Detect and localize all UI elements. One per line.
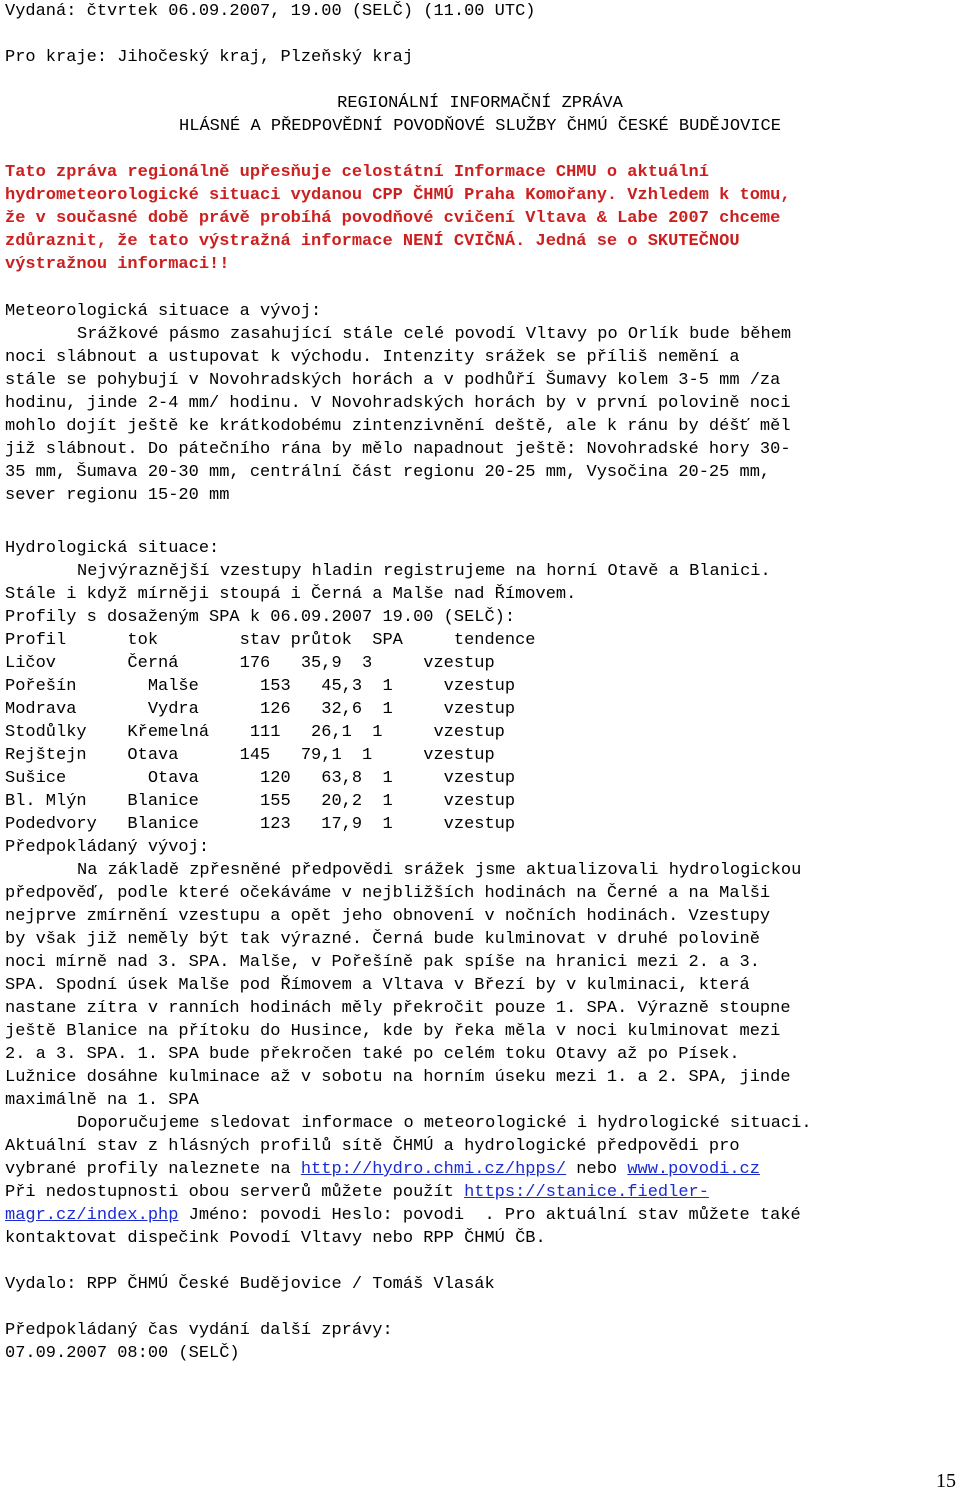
meteo-line: již slábnout. Do pátečního rána by mělo napadnout ještě: Novohradské hory 30-: [5, 440, 791, 459]
stanice-link[interactable]: https://stanice.fiedler-: [464, 1183, 709, 1202]
meteo-heading: Meteorologická situace a vývoj:: [5, 302, 322, 321]
meteo-line: 35 mm, Šumava 20-30 mm, centrální část regionu 20-25 mm, Vysočina 20-25 mm,: [5, 463, 771, 482]
warning-line: že v současné době právě probíhá povodňové cvičení Vltava & Labe 2007 chceme: [5, 209, 781, 228]
report-title: REGIONÁLNÍ INFORMAČNÍ ZPRÁVA: [337, 94, 623, 113]
table-row: Stodůlky Křemelná 111 26,1 1 vzestup: [5, 723, 505, 742]
forecast-line: 2. a 3. SPA. 1. SPA bude překročen také po celém toku Otavy až po Písek.: [5, 1045, 740, 1064]
forecast-line: Na základě zpřesněné předpovědi srážek jsme aktualizovali hydrologickou: [77, 861, 802, 880]
next-report-time: 07.09.2007 08:00 (SELČ): [5, 1344, 240, 1363]
hydro-line: Stále i když mírněji stoupá i Černá a Malše nad Římovem.: [5, 585, 577, 604]
warning-line: hydrometeorologické situaci vydanou CPP ČHMÚ Praha Komořany. Vzhledem k tomu,: [5, 186, 791, 205]
fallback-intro: Při nedostupnosti obou serverů můžete použít: [5, 1183, 465, 1202]
stanice-link-continued[interactable]: magr.cz/index.php: [5, 1206, 179, 1225]
recommend-links-line: [5, 1158, 760, 1181]
warning-line: výstražnou informaci!!: [5, 255, 230, 274]
forecast-line: SPA. Spodní úsek Malše pod Římovem a Vltava v Březí by v kulminaci, která: [5, 976, 750, 995]
forecast-line: předpověď, podle které očekáváme v nejbližších hodinách na Černé a na Malši: [5, 884, 771, 903]
fallback-line: [5, 1181, 709, 1204]
forecast-heading: Předpokládaný vývoj:: [5, 838, 210, 857]
credentials-text: Jméno: povodi Heslo: povodi . Pro aktuální stav můžete také: [178, 1206, 801, 1225]
recommend-line: kontaktovat dispečink Povodí Vltavy nebo RPP ČHMÚ ČB.: [5, 1229, 546, 1248]
forecast-line: noci mírně nad 3. SPA. Malše, v Pořešíně pak spíše na hranici mezi 2. a 3.: [5, 953, 760, 972]
table-row: Modrava Vydra 126 32,6 1 vzestup: [5, 700, 516, 719]
meteo-line: noci slábnout a ustupovat k východu. Intenzity srážek se příliš nemění a: [5, 348, 740, 367]
table-row: Pořešín Malše 153 45,3 1 vzestup: [5, 677, 516, 696]
hydro-heading: Hydrologická situace:: [5, 539, 220, 558]
regions-line: Pro kraje: Jihočeský kraj, Plzeňský kraj: [5, 48, 414, 67]
forecast-line: ještě Blanice na přítoku do Husince, kde by řeka měla v noci kulminovat mezi: [5, 1022, 781, 1041]
hydro-line: Nejvýraznější vzestupy hladin registrujeme na horní Otavě a Blanici.: [77, 562, 771, 581]
table-row: Sušice Otava 120 63,8 1 vzestup: [5, 769, 516, 788]
report-subtitle: HLÁSNÉ A PŘEDPOVĚDNÍ POVODŇOVÉ SLUŽBY ČHMÚ ČESKÉ BUDĚJOVICE: [179, 117, 781, 136]
links-intro: vybrané profily naleznete na: [5, 1160, 301, 1179]
warning-line: Tato zpráva regionálně upřesňuje celostátní Informace CHMU o aktuální: [5, 163, 709, 182]
table-row: Podedvory Blanice 123 17,9 1 vzestup: [5, 815, 516, 834]
hydro-line: Profily s dosaženým SPA k 06.09.2007 19.00 (SELČ):: [5, 608, 516, 627]
credentials-line: [5, 1204, 801, 1227]
forecast-line: nastane zítra v ranních hodinách měly překročit pouze 1. SPA. Výrazně stoupne: [5, 999, 791, 1018]
links-or: nebo: [566, 1160, 628, 1179]
meteo-line: mohlo dojít ještě ke krátkodobému zintenzivnění deště, ale k ránu by déšť měl: [5, 417, 791, 436]
issued-by: Vydalo: RPP ČHMÚ České Budějovice / Tomáš Vlasák: [5, 1275, 495, 1294]
table-row: Ličov Černá 176 35,9 3 vzestup: [5, 654, 495, 673]
forecast-line: Lužnice dosáhne kulminace až v sobotu na horním úseku mezi 1. a 2. SPA, jinde: [5, 1068, 791, 1087]
recommend-line: Aktuální stav z hlásných profilů sítě ČHMÚ a hydrologické předpovědi pro: [5, 1137, 740, 1156]
forecast-line: nejprve zmírnění vzestupu a opět jeho obnovení v nočních hodinách. Vzestupy: [5, 907, 771, 926]
next-report-label: Předpokládaný čas vydání další zprávy:: [5, 1321, 393, 1340]
table-row: Rejštejn Otava 145 79,1 1 vzestup: [5, 746, 495, 765]
hydro-chmi-link[interactable]: http://hydro.chmi.cz/hpps/: [300, 1160, 567, 1179]
issue-date: Vydaná: čtvrtek 06.09.2007, 19.00 (SELČ) (11.00 UTC): [5, 2, 536, 21]
forecast-line: by však již neměly být tak výrazné. Černá bude kulminovat v druhé polovině: [5, 930, 760, 949]
meteo-line: Srážkové pásmo zasahující stále celé povodí Vltavy po Orlík bude během: [77, 325, 792, 344]
forecast-line: maximálně na 1. SPA: [5, 1091, 199, 1110]
warning-line: zdůraznit, že tato výstražná informace NENÍ CVIČNÁ. Jedná se o SKUTEČNOU: [5, 232, 740, 251]
table-header: Profil tok stav průtok SPA tendence: [5, 631, 536, 650]
meteo-line: hodinu, jinde 2-4 mm/ hodinu. V Novohradských horách by v první polovině noci: [5, 394, 791, 413]
meteo-line: stále se pohybují v Novohradských horách a v podhůří Šumavy kolem 3-5 mm /za: [5, 371, 781, 390]
povodi-link[interactable]: www.povodi.cz: [627, 1160, 760, 1179]
meteo-line: sever regionu 15-20 mm: [5, 486, 230, 505]
table-row: Bl. Mlýn Blanice 155 20,2 1 vzestup: [5, 792, 516, 811]
recommend-line: Doporučujeme sledovat informace o meteorologické i hydrologické situaci.: [77, 1114, 812, 1133]
page-number: 15: [936, 1470, 956, 1492]
